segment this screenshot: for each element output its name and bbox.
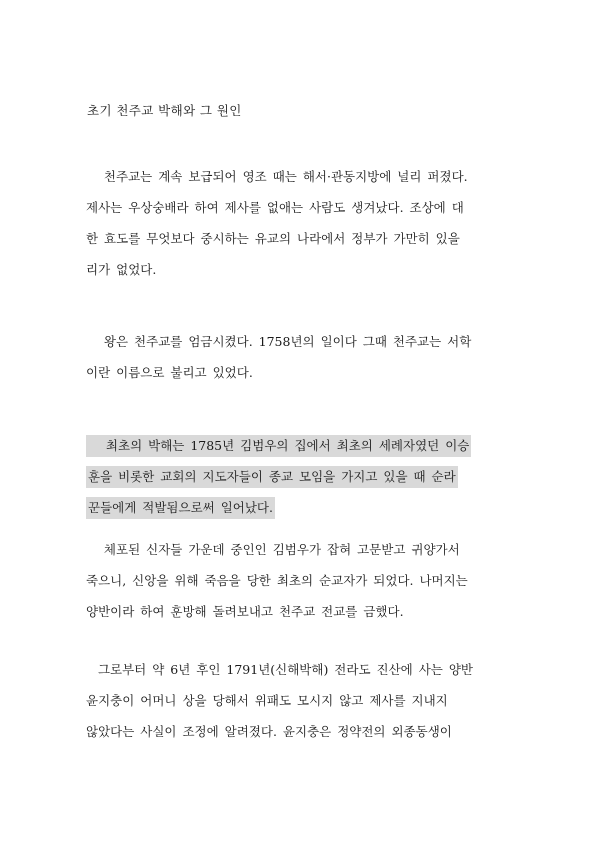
paragraph-1 xyxy=(86,161,514,285)
paragraph-5 xyxy=(86,654,514,747)
paragraph-4 xyxy=(86,534,514,627)
highlighted-line: 훈을 비롯한 교회의 지도자들이 종교 모임을 가지고 있을 때 순라 xyxy=(86,466,458,488)
paragraph-line: 이란 이름으로 불리고 있었다. xyxy=(86,365,253,380)
paragraph-line: 천주교는 계속 보급되어 영조 때는 해서·관동지방에 널리 퍼졌다. xyxy=(86,169,468,184)
highlighted-line: 꾼들에게 적발됨으로써 일어났다. xyxy=(86,497,275,519)
paragraph-line: 양반이라 하여 훈방해 돌려보내고 천주교 전교를 금했다. xyxy=(86,604,404,619)
paragraph-line: 죽으니, 신앙을 위해 죽음을 당한 최초의 순교자가 되었다. 나머지는 xyxy=(86,573,468,588)
paragraph-3-highlighted xyxy=(86,430,514,523)
paragraph-line: 윤지충이 어머니 상을 당해서 위패도 모시지 않고 제사를 지내지 xyxy=(86,693,448,708)
paragraph-line: 한 효도를 무엇보다 중시하는 유교의 나라에서 정부가 가만히 있을 xyxy=(86,231,460,246)
paragraph-2 xyxy=(86,326,514,388)
paragraph-line: 왕은 천주교를 엄금시켰다. 1758년의 일이다 그때 천주교는 서학 xyxy=(86,334,472,349)
section-title: 초기 천주교 박해와 그 원인 xyxy=(87,103,242,118)
paragraph-line: 리가 없었다. xyxy=(86,262,157,277)
paragraph-line: 그로부터 약 6년 후인 1791년(신해박해) 전라도 진산에 사는 양반 xyxy=(86,662,473,677)
paragraph-line: 체포된 신자들 가운데 중인인 김범우가 잡혀 고문받고 귀양가서 xyxy=(86,542,460,557)
highlighted-line: 최초의 박해는 1785년 김범우의 집에서 최초의 세례자였던 이승 xyxy=(86,435,471,457)
paragraph-line: 않았다는 사실이 조정에 알려졌다. 윤지충은 정약전의 외종동생이 xyxy=(86,724,452,739)
paragraph-line: 제사는 우상숭배라 하여 제사를 없애는 사람도 생겨났다. 조상에 대 xyxy=(86,200,464,215)
